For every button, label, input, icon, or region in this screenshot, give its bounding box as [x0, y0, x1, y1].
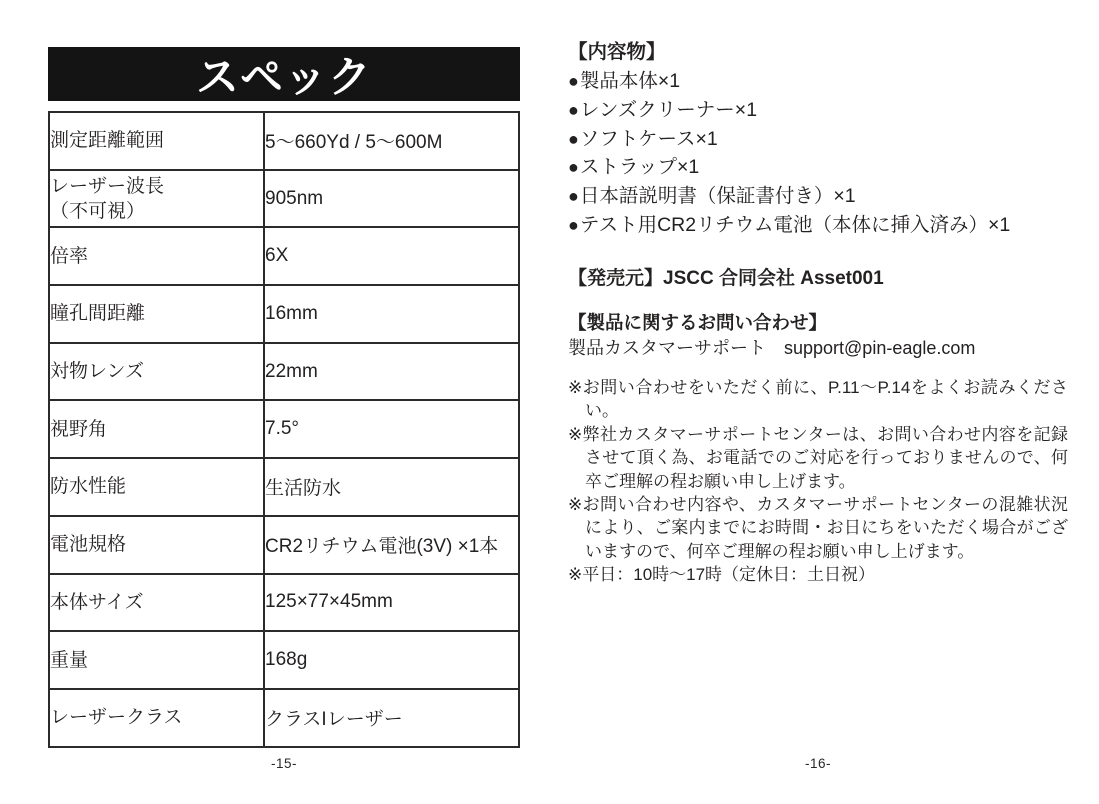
list-item-label: ストラップ×1 — [579, 156, 700, 179]
package-contents-section — [568, 37, 1068, 240]
spec-title: スペック — [196, 53, 372, 102]
spec-title-banner — [48, 47, 520, 101]
bullet-icon: ● — [568, 214, 579, 235]
spec-label: 重量 — [49, 631, 264, 689]
note-item: ※お問い合わせ内容や、カスタマーサポートセンターの混雑状況により、ご案内までにお時間・お日にちをいただく場合がございますので、何卒ご理解の程お願い申し上げます。 — [568, 495, 1068, 561]
spec-label: 防水性能 — [49, 458, 264, 516]
list-item-label: ソフトケース×1 — [579, 127, 718, 150]
table-row — [49, 516, 519, 574]
spec-label: 倍率 — [49, 227, 264, 285]
seller-line: 【発売元】JSCC 合同会社 Asset001 — [568, 268, 884, 289]
spec-value: CR2リチウム電池(3V) ×1本 — [264, 516, 519, 574]
note-item: ※平日：10時～17時（定休日：土日祝） — [568, 565, 876, 585]
table-row — [49, 227, 519, 285]
table-row — [49, 689, 519, 747]
table-row — [49, 170, 519, 228]
list-item — [568, 153, 1068, 182]
list-item — [568, 96, 1068, 125]
note-item: ※弊社カスタマーサポートセンターは、お問い合わせ内容を記録させて頂く為、お電話でのご対応を行っておりませんので、何卒ご理解の程お願い申し上げます。 — [568, 424, 1068, 491]
contact-heading: 【製品に関するお問い合わせ】 — [568, 312, 828, 333]
list-item — [568, 67, 1068, 96]
table-row — [49, 343, 519, 401]
list-item-label: レンズクリーナー×1 — [579, 98, 758, 121]
note-item: ※お問い合わせをいただく前に、P.11～P.14をよくお読みください。 — [568, 378, 1068, 421]
spec-label: 瞳孔間距離 — [49, 285, 264, 343]
list-item-label: テスト用CR2リチウム電池（本体に挿入済み）×1 — [579, 213, 1011, 236]
spec-value: 125×77×45mm — [264, 574, 519, 632]
spec-value: 22mm — [264, 343, 519, 401]
spec-label: レーザークラス — [49, 689, 264, 747]
spec-label: 本体サイズ — [49, 574, 264, 632]
bullet-icon: ● — [568, 157, 579, 178]
list-item — [568, 182, 1068, 211]
spec-value: 生活防水 — [264, 458, 519, 516]
table-row — [49, 285, 519, 343]
spec-value: 7.5° — [264, 400, 519, 458]
spec-label: 電池規格 — [49, 516, 264, 574]
list-item — [568, 125, 1068, 154]
spec-label: 視野角 — [49, 400, 264, 458]
bullet-icon: ● — [568, 71, 579, 91]
contents-heading: 【内容物】 — [568, 41, 666, 63]
spec-label: 対物レンズ — [49, 343, 264, 401]
spec-value: 6X — [264, 227, 519, 285]
table-row — [49, 112, 519, 170]
spec-label: 測定距離範囲 — [49, 112, 264, 170]
page-number-right: -16- — [804, 756, 831, 771]
spec-value: 5～660Yd / 5～600M — [264, 112, 519, 170]
bullet-icon: ● — [568, 99, 579, 120]
list-item-label: 日本語説明書（保証書付き）×1 — [579, 185, 856, 208]
notes-section — [568, 376, 1068, 587]
spec-table — [48, 111, 520, 748]
table-row — [49, 400, 519, 458]
contact-support-line: 製品カスタマーサポート support@pin-eagle.com — [568, 338, 976, 358]
spec-value: クラスIレーザー — [264, 689, 519, 747]
list-item-label: 製品本体×1 — [579, 70, 681, 92]
table-row — [49, 458, 519, 516]
spec-value: 168g — [264, 631, 519, 689]
bullet-icon: ● — [568, 186, 579, 207]
spec-value: 905nm — [264, 170, 519, 228]
list-item — [568, 211, 1068, 240]
table-row — [49, 631, 519, 689]
bullet-icon: ● — [568, 128, 579, 149]
spec-value: 16mm — [264, 285, 519, 343]
table-row — [49, 574, 519, 632]
spec-label: レーザー波長 （不可視） — [49, 170, 264, 228]
page-number-left: -15- — [270, 756, 297, 771]
